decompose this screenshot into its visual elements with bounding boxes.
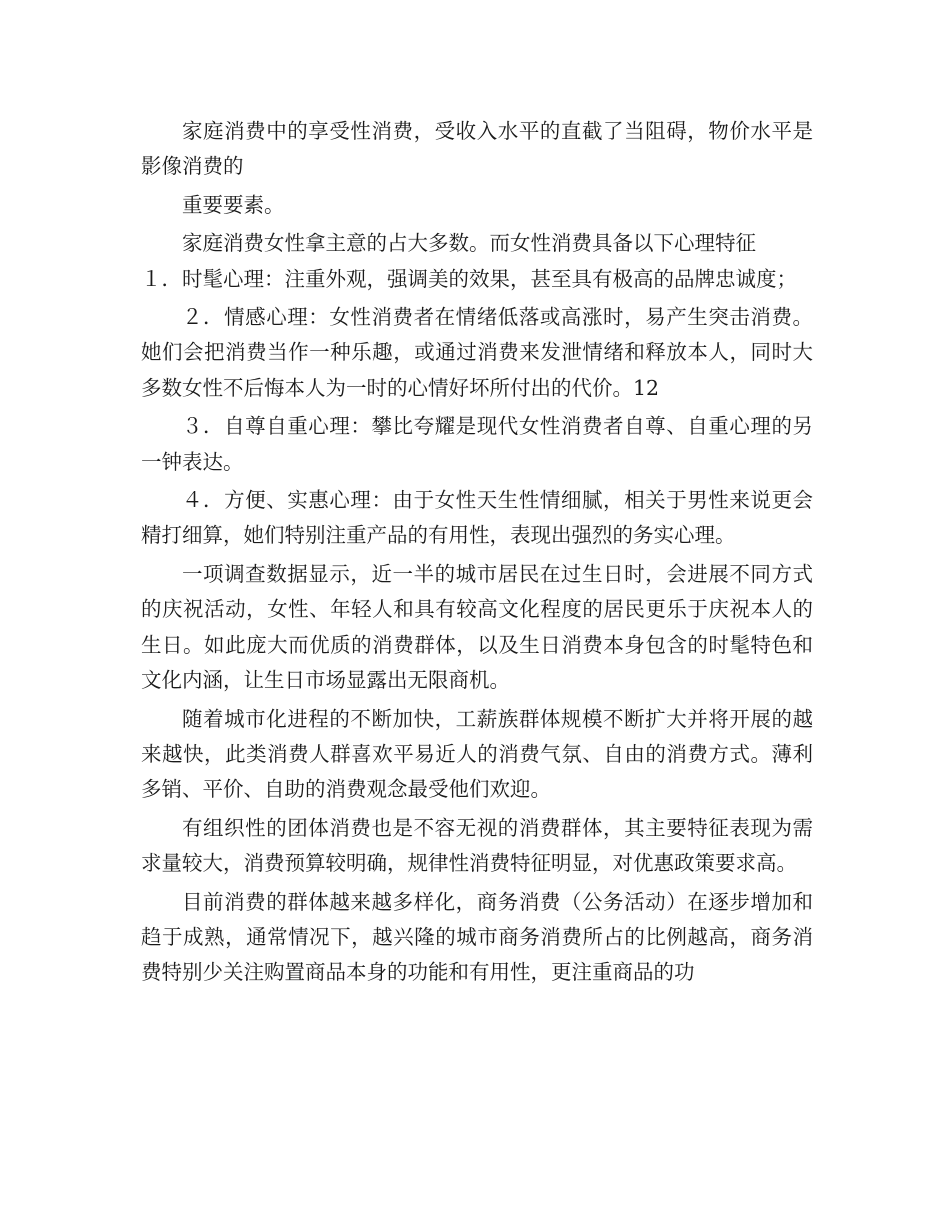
list-item-2: ２．情感心理：女性消费者在情绪低落或高涨时，易产生突击消费。她们会把消费当作一种乐趣，或通过消费来发泄情绪和释放本人，同时大多数女性不后悔本人为一时的心情好坏所付出的代价。12	[141, 305, 813, 400]
list-item-4: ４．方便、实惠心理：由于女性天生性情细腻，相关于男性来说更会精打细算，她们特别注重产品的有用性，表现出强烈的务实心理。	[141, 488, 813, 548]
list-item-1: １．时髦心理：注重外观，强调美的效果，甚至具有极高的品牌忠诚度；	[141, 266, 797, 291]
paragraph-5: 随着城市化进程的不断加快，工薪族群体规模不断扩大并将开展的越来越快，此类消费人群喜欢平易近人的消费气氛、自由的消费方式。薄利多销、平价、自助的消费观念最受他们欢迎。	[141, 706, 813, 802]
paragraph-2: 重要要素。	[182, 192, 285, 217]
document-body	[141, 114, 813, 991]
paragraph-3: 家庭消费女性拿主意的占大多数。而女性消费具备以下心理特征	[182, 231, 756, 256]
list-item-3: ３．自尊自重心理：攀比夸耀是现代女性消费者自尊、自重心理的另一钟表达。	[141, 414, 813, 474]
paragraph-6: 有组织性的团体消费也是不容无视的消费群体，其主要特征表现为需求量较大，消费预算较明确，规律性消费特征明显，对优惠政策要求高。	[141, 815, 813, 876]
paragraph-7: 目前消费的群体越来越多样化，商务消费（公务活动）在逐步增加和趋于成熟，通常情况下，越兴隆的城市商务消费所占的比例越高，商务消费特别少关注购置商品本身的功能和有用性，更注重商品的功	[141, 889, 813, 985]
paragraph-1: 家庭消费中的享受性消费，受收入水平的直截了当阻碍，物价水平是影像消费的	[141, 119, 813, 179]
paragraph-4: 一项调查数据显示，近一半的城市居民在过生日时，会进展不同方式的庆祝活动，女性、年轻人和具有较高文化程度的居民更乐于庆祝本人的生日。如此庞大而优质的消费群体，以及生日消费本身包含的时髦特色和文化内涵，让生日市场显露出无限商机。	[141, 561, 813, 693]
